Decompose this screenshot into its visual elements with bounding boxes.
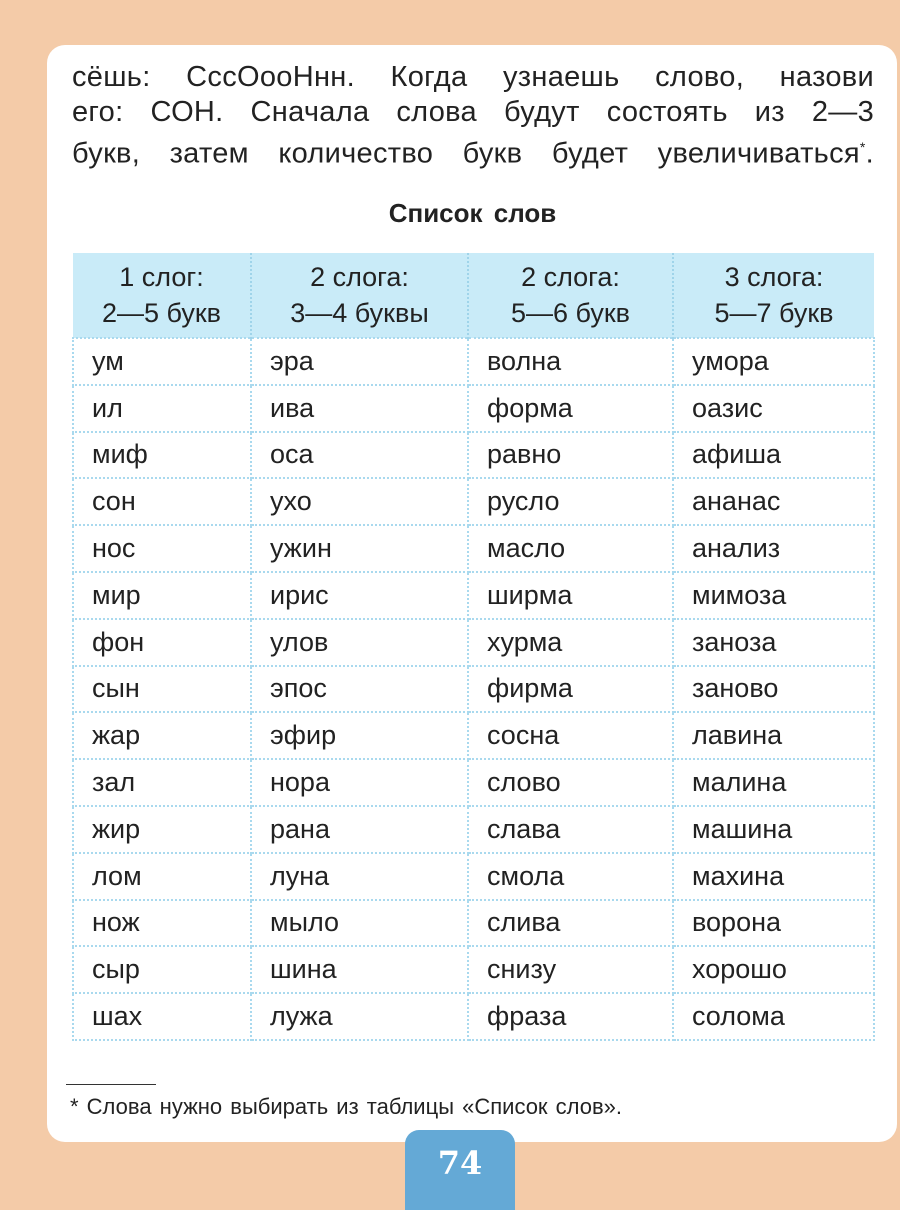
footnote-divider: [66, 1084, 156, 1085]
column-header-line: 2 слога:: [310, 262, 409, 292]
word-cell: волна: [468, 338, 673, 385]
word-cell: фирма: [468, 666, 673, 713]
word-cell: русло: [468, 478, 673, 525]
column-header-line: 5—6 букв: [510, 298, 631, 328]
table-row: [73, 759, 874, 806]
word-cell: нора: [251, 759, 468, 806]
table-row: [73, 853, 874, 900]
word-cell: слава: [468, 806, 673, 853]
word-cell: махина: [673, 853, 874, 900]
page-number: 74: [405, 1130, 515, 1210]
word-cell: заноза: [673, 619, 874, 666]
table-row: [73, 385, 874, 432]
column-header-line: 3 слога:: [724, 262, 824, 292]
paragraph-line: сёшь: СссОооНнн. Когда узнаешь слово, назови: [72, 61, 874, 93]
word-cell: умора: [673, 338, 874, 385]
column-header-line: 5—7 букв: [714, 298, 834, 328]
word-cell: малина: [673, 759, 874, 806]
paragraph-line: [72, 130, 874, 172]
word-cell: ил: [73, 385, 251, 432]
table-row: [73, 666, 874, 713]
word-cell: оса: [251, 432, 468, 479]
word-cell: ива: [251, 385, 468, 432]
word-cell: миф: [73, 432, 251, 479]
word-cell: нос: [73, 525, 251, 572]
word-cell: анализ: [673, 525, 874, 572]
paragraph-end: .: [865, 137, 874, 170]
column-header-line: 1 слог:: [119, 262, 204, 292]
column-header-line: 2—5 букв: [101, 298, 222, 328]
word-cell: сон: [73, 478, 251, 525]
word-cell: шах: [73, 993, 251, 1040]
table-row: [73, 993, 874, 1040]
word-cell: фон: [73, 619, 251, 666]
word-cell: ворона: [673, 900, 874, 947]
word-cell: машина: [673, 806, 874, 853]
word-cell: шина: [251, 946, 468, 993]
column-header: [251, 253, 468, 338]
footnote: * Слова нужно выбирать из таблицы «Список слов».: [70, 1094, 623, 1119]
word-cell: заново: [673, 666, 874, 713]
word-cell: жир: [73, 806, 251, 853]
table-row: [73, 525, 874, 572]
footnote-mark: *: [859, 139, 866, 155]
word-cell: фраза: [468, 993, 673, 1040]
column-header-line: 2 слога:: [521, 262, 620, 292]
word-cell: лавина: [673, 712, 874, 759]
table-row: [73, 806, 874, 853]
word-cell: эра: [251, 338, 468, 385]
table-row: [73, 712, 874, 759]
word-cell: ирис: [251, 572, 468, 619]
paragraph-line: его: СОН. Сначала слова будут состоять из 2—3: [72, 96, 874, 128]
word-cell: слово: [468, 759, 673, 806]
word-cell: ухо: [251, 478, 468, 525]
table-row: [73, 572, 874, 619]
table-title: Список слов: [388, 198, 557, 228]
column-header: [673, 253, 874, 338]
word-cell: равно: [468, 432, 673, 479]
word-cell: солома: [673, 993, 874, 1040]
word-cell: рана: [251, 806, 468, 853]
intro-paragraph: [72, 60, 874, 172]
table-row: [73, 432, 874, 479]
word-cell: ананас: [673, 478, 874, 525]
word-cell: хурма: [468, 619, 673, 666]
word-cell: хорошо: [673, 946, 874, 993]
word-cell: лом: [73, 853, 251, 900]
word-cell: зал: [73, 759, 251, 806]
word-cell: сыр: [73, 946, 251, 993]
word-cell: лужа: [251, 993, 468, 1040]
word-cell: ужин: [251, 525, 468, 572]
column-header: [468, 253, 673, 338]
word-cell: сосна: [468, 712, 673, 759]
word-cell: снизу: [468, 946, 673, 993]
word-cell: эпос: [251, 666, 468, 713]
word-list-table: [72, 253, 875, 1041]
word-cell: ум: [73, 338, 251, 385]
word-cell: оазис: [673, 385, 874, 432]
word-cell: форма: [468, 385, 673, 432]
table-row: [73, 946, 874, 993]
column-header: [73, 253, 251, 338]
word-cell: слива: [468, 900, 673, 947]
word-cell: смола: [468, 853, 673, 900]
column-header-line: 3—4 буквы: [290, 298, 429, 328]
table-row: [73, 478, 874, 525]
word-cell: нож: [73, 900, 251, 947]
word-cell: улов: [251, 619, 468, 666]
word-cell: афиша: [673, 432, 874, 479]
table-row: [73, 619, 874, 666]
word-cell: мимоза: [673, 572, 874, 619]
word-cell: эфир: [251, 712, 468, 759]
word-cell: мыло: [251, 900, 468, 947]
table-row: [73, 900, 874, 947]
word-cell: мир: [73, 572, 251, 619]
paragraph-line-text: букв, затем количество букв будет увеличиваться: [72, 137, 860, 170]
word-cell: луна: [251, 853, 468, 900]
word-cell: жар: [73, 712, 251, 759]
word-cell: сын: [73, 666, 251, 713]
word-cell: ширма: [468, 572, 673, 619]
table-row: [73, 338, 874, 385]
word-cell: масло: [468, 525, 673, 572]
